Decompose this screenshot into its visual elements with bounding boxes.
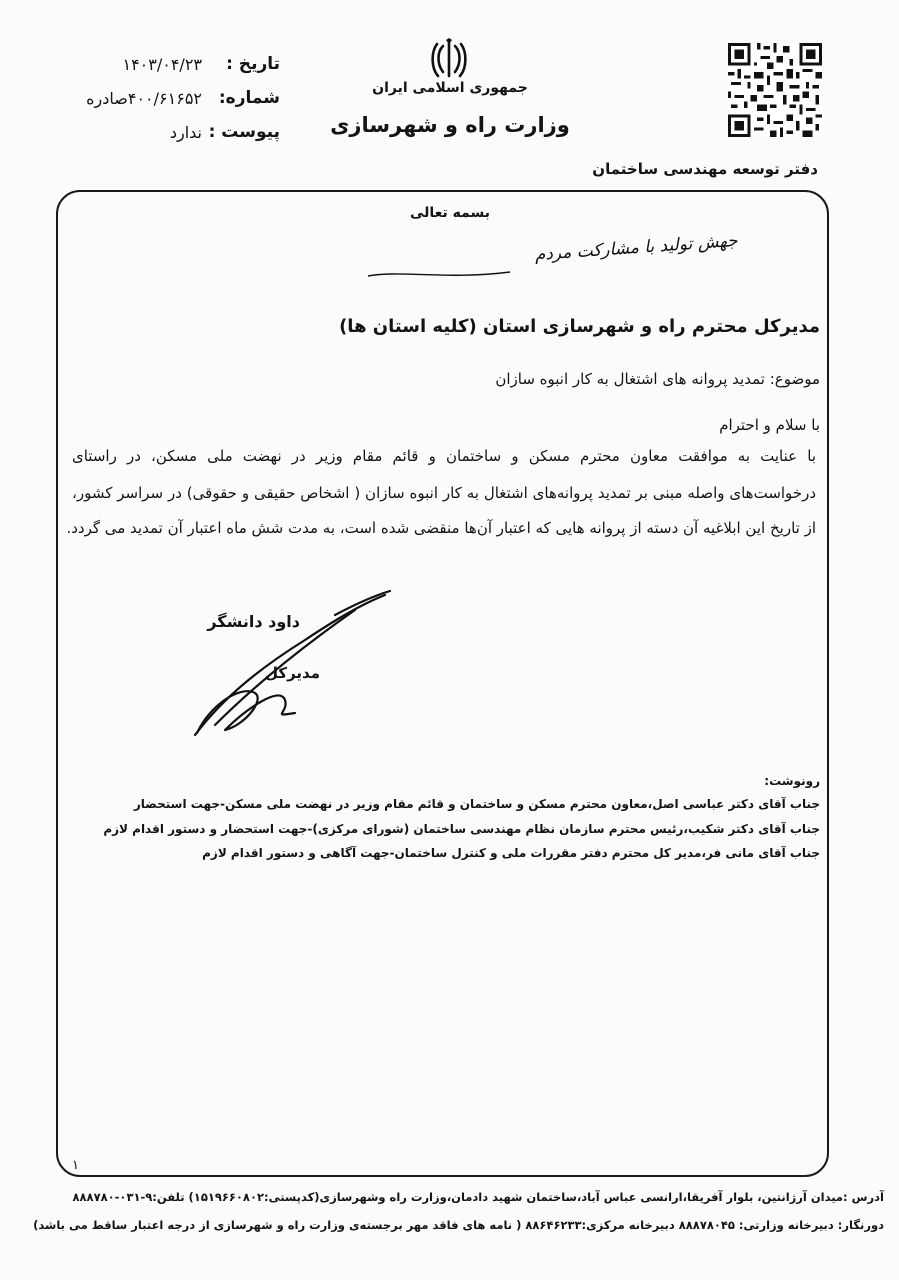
slogan-calligraphy (360, 230, 739, 284)
ministry-name: وزارت راه و شهرسازی (330, 113, 570, 137)
footer-address: آدرس :میدان آرژانتین، بلوار آفریقا،ارانسی عباس آباد،ساختمان شهید دادمان،وزارت راه وشهرسازی(کدپستی:۱۵۱۹۶۶۰۸۰۲) تلفن:۹-۰۳۱-۸۸۸۷۸۰ (72, 1190, 884, 1204)
basmala: بسمه تعالی (409, 205, 491, 221)
date-value: ۱۴۰۳/۰۴/۲۳ (122, 54, 202, 74)
body-line-3: از تاریخ این ابلاغیه آن دسته از پروانه هایی که اعتبار آن‌ها منقضی شده است، به مدت شش ماه اعتبار آن تمدید می گردد. (66, 519, 816, 537)
body-line-1: با عنایت به موافقت معاون محترم مسکن و ساختمان و قائم مقام وزیر در نهضت ملی مسکن، در راستای (72, 447, 816, 465)
slogan-text: جهش تولید با مشارکت مردم (534, 230, 739, 266)
cc-title: رونوشت: (764, 774, 820, 788)
letter-frame (56, 190, 829, 1177)
greeting: با سلام و احترام (719, 416, 820, 434)
number-label: شماره: (218, 88, 280, 108)
signatory-name: داود دانشگر (207, 612, 300, 631)
cc-line-1: جناب آقای دکتر عباسی اصل،معاون محترم مسکن و ساختمان و قائم مقام وزیر در نهضت ملی مسکن-جهت استحضار (133, 797, 820, 811)
body-line-2: درخواست‌های واصله مبنی بر تمدید پروانه‌های اشتغال به کار انبوه سازان ( اشخاص حقیقی و حقوقی) در سراسر کشور، (72, 484, 816, 502)
iran-emblem-icon (431, 38, 467, 82)
cc-line-3: جناب آقای مانی فر،مدیر کل محترم دفتر مقررات ملی و کنترل ساختمان-جهت آگاهی و دستور اقدام لازم (202, 846, 820, 860)
attachment-value: ندارد (169, 122, 202, 142)
attachment-row (40, 118, 280, 146)
attachment-label: پیوست : (208, 122, 280, 142)
date-label: تاریخ : (226, 54, 280, 74)
footer-fax: دورنگار: دبیرخانه وزارتی: ۸۸۸۷۸۰۴۵ دبیرخانه مرکزی:۸۸۶۴۶۲۳۳ ( نامه های فاقد مهر برجسته‌ی وزارت راه و شهرسازی از درجه اعتبار ساقط می باشد) (33, 1218, 884, 1232)
country-name: جمهوری اسلامی ایران (372, 80, 528, 96)
number-value: ۴۰۰/۶۱۶۵۲صادره (86, 88, 202, 108)
qr-code-icon (728, 43, 822, 137)
date-row (40, 50, 280, 78)
page-number: ۱ (72, 1158, 79, 1173)
office-name: دفتر توسعه مهندسی ساختمان (592, 160, 818, 178)
number-row (40, 84, 280, 112)
addressee: مدیرکل محترم راه و شهرسازی استان (کلیه استان ها) (339, 316, 820, 337)
signatory-title: مدیرکل (264, 664, 320, 682)
cc-line-2: جناب آقای دکتر شکیب،رئیس محترم سازمان نظام مهندسی ساختمان (شورای مرکزی)-جهت استحضار و دستور اقدام لازم (103, 822, 820, 836)
subject-line: موضوع: تمدید پروانه های اشتغال به کار انبوه سازان (495, 370, 820, 388)
